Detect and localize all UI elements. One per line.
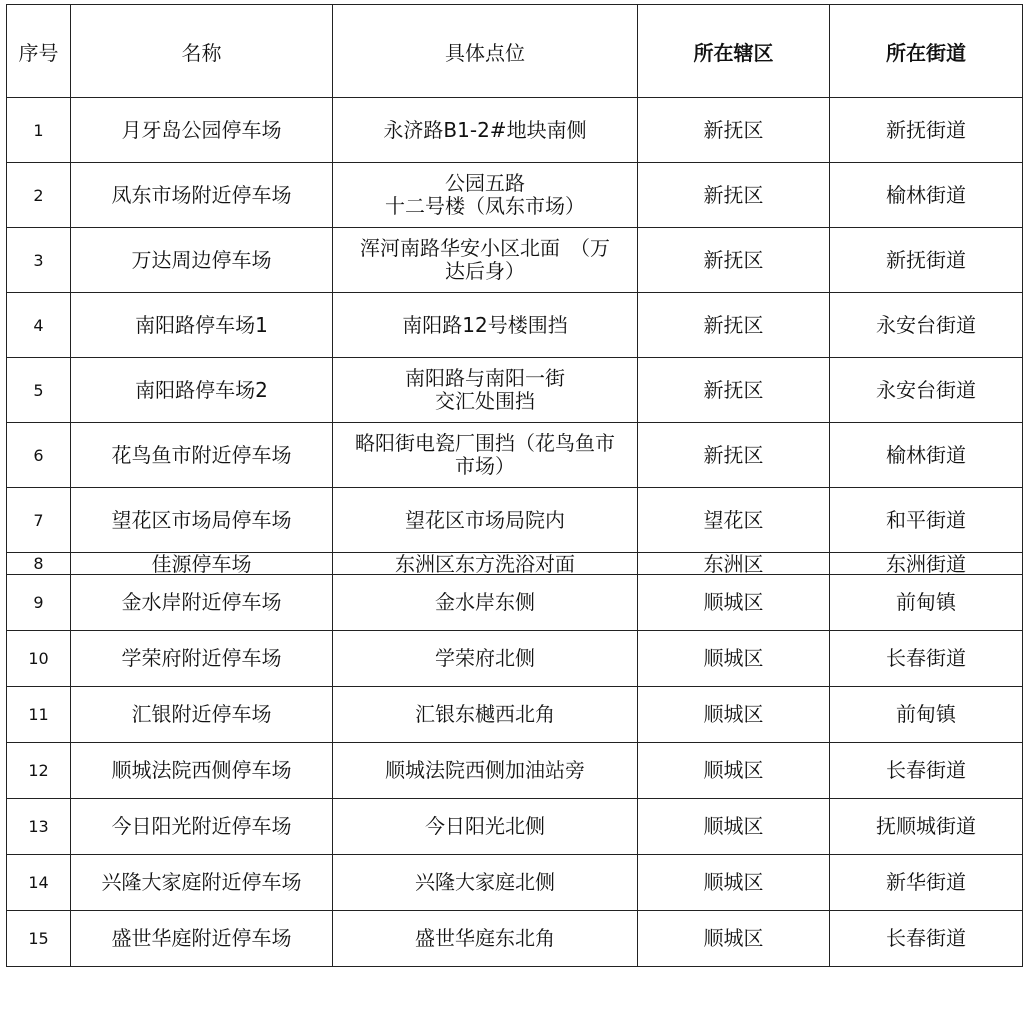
table-row [7,293,1023,358]
row-location: 略阳街电瓷厂围挡（花鸟鱼市 市场） [333,423,638,488]
row-no: 6 [7,423,71,488]
row-location: 东洲区东方洗浴对面 [333,553,638,575]
table-row [7,358,1023,423]
row-district: 望花区 [638,488,830,553]
header-street: 所在街道 [830,5,1023,98]
row-location: 永济路B1-2#地块南侧 [333,98,638,163]
row-no: 1 [7,98,71,163]
row-no: 9 [7,575,71,631]
row-no: 5 [7,358,71,423]
row-district: 顺城区 [638,687,830,743]
row-no: 11 [7,687,71,743]
table-row [7,575,1023,631]
row-district: 新抚区 [638,228,830,293]
table-row [7,98,1023,163]
row-location: 今日阳光北侧 [333,799,638,855]
table-row [7,799,1023,855]
header-no: 序号 [7,5,71,98]
table-row [7,553,1023,575]
row-street: 新抚街道 [830,228,1023,293]
row-name: 汇银附近停车场 [71,687,333,743]
row-name: 月牙岛公园停车场 [71,98,333,163]
row-street: 东洲街道 [830,553,1023,575]
row-name: 金水岸附近停车场 [71,575,333,631]
row-no: 8 [7,553,71,575]
row-name: 望花区市场局停车场 [71,488,333,553]
row-district: 新抚区 [638,98,830,163]
row-name: 今日阳光附近停车场 [71,799,333,855]
row-street: 永安台街道 [830,358,1023,423]
row-district: 新抚区 [638,423,830,488]
row-name: 花鸟鱼市附近停车场 [71,423,333,488]
row-no: 2 [7,163,71,228]
row-location: 南阳路与南阳一街 交汇处围挡 [333,358,638,423]
row-location: 南阳路12号楼围挡 [333,293,638,358]
row-name: 兴隆大家庭附近停车场 [71,855,333,911]
row-location: 盛世华庭东北角 [333,911,638,967]
header-name: 名称 [71,5,333,98]
row-street: 长春街道 [830,743,1023,799]
row-location: 浑河南路华安小区北面 （万 达后身） [333,228,638,293]
row-district: 顺城区 [638,799,830,855]
row-name: 南阳路停车场2 [71,358,333,423]
row-district: 顺城区 [638,743,830,799]
table-row [7,743,1023,799]
header-district: 所在辖区 [638,5,830,98]
table-row [7,687,1023,743]
row-name: 万达周边停车场 [71,228,333,293]
row-street: 前甸镇 [830,687,1023,743]
row-street: 永安台街道 [830,293,1023,358]
header-row [7,5,1023,98]
row-name: 顺城法院西侧停车场 [71,743,333,799]
table-row [7,423,1023,488]
row-district: 新抚区 [638,163,830,228]
row-location: 兴隆大家庭北侧 [333,855,638,911]
row-street: 长春街道 [830,631,1023,687]
row-district: 顺城区 [638,631,830,687]
row-street: 前甸镇 [830,575,1023,631]
row-no: 10 [7,631,71,687]
row-district: 顺城区 [638,911,830,967]
row-district: 新抚区 [638,293,830,358]
row-name: 学荣府附近停车场 [71,631,333,687]
row-location: 公园五路 十二号楼（凤东市场） [333,163,638,228]
row-district: 顺城区 [638,575,830,631]
table-row [7,488,1023,553]
table-row [7,631,1023,687]
table-row [7,228,1023,293]
row-name: 佳源停车场 [71,553,333,575]
row-name: 盛世华庭附近停车场 [71,911,333,967]
row-no: 3 [7,228,71,293]
row-location: 望花区市场局院内 [333,488,638,553]
row-location: 汇银东樾西北角 [333,687,638,743]
table-row [7,911,1023,967]
row-street: 榆林街道 [830,163,1023,228]
row-street: 抚顺城街道 [830,799,1023,855]
row-name: 凤东市场附近停车场 [71,163,333,228]
row-street: 长春街道 [830,911,1023,967]
row-district: 新抚区 [638,358,830,423]
row-location: 学荣府北侧 [333,631,638,687]
row-location: 金水岸东侧 [333,575,638,631]
row-street: 新抚街道 [830,98,1023,163]
row-district: 东洲区 [638,553,830,575]
table-row [7,855,1023,911]
row-district: 顺城区 [638,855,830,911]
row-location: 顺城法院西侧加油站旁 [333,743,638,799]
row-street: 和平街道 [830,488,1023,553]
row-no: 14 [7,855,71,911]
row-no: 7 [7,488,71,553]
row-street: 新华街道 [830,855,1023,911]
row-name: 南阳路停车场1 [71,293,333,358]
row-street: 榆林街道 [830,423,1023,488]
row-no: 4 [7,293,71,358]
header-location: 具体点位 [333,5,638,98]
row-no: 12 [7,743,71,799]
row-no: 13 [7,799,71,855]
row-no: 15 [7,911,71,967]
parking-lot-table [6,4,1023,967]
table-row [7,163,1023,228]
